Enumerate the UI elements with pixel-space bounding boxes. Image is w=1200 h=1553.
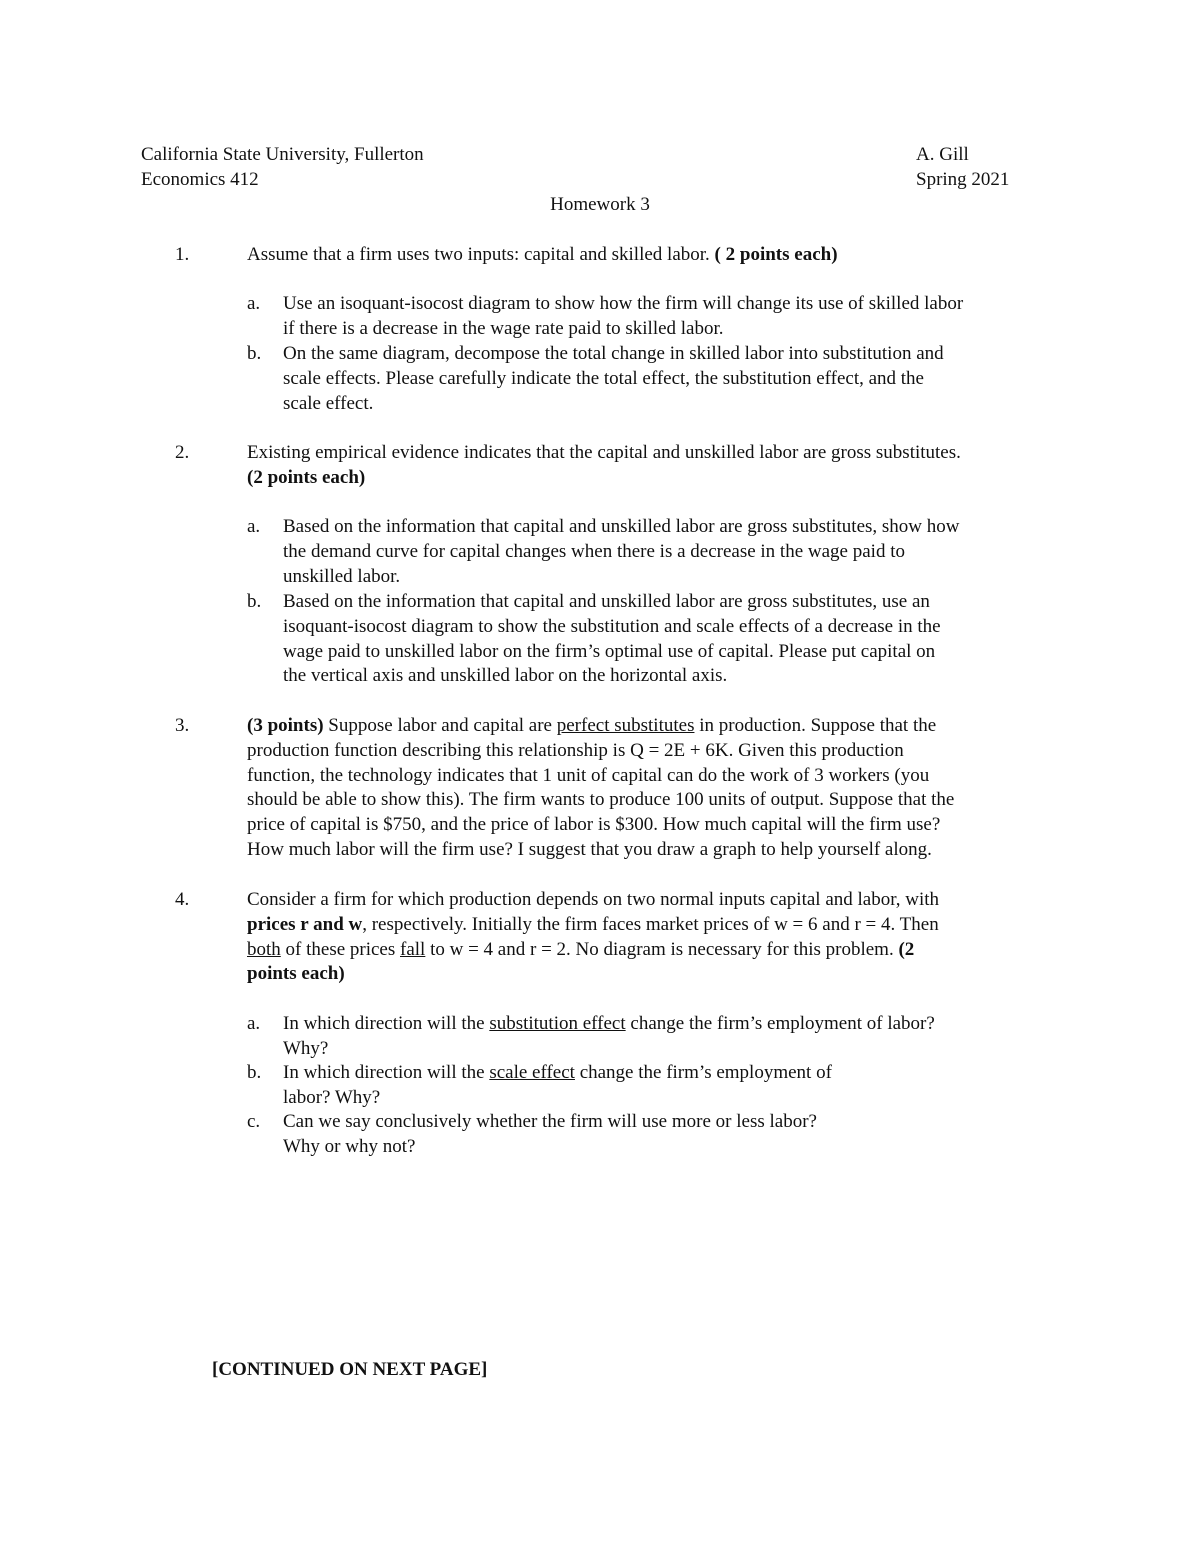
question-1a-line: Use an isoquant-isocost diagram to show how the firm will change its use of skilled labor (283, 293, 964, 314)
question-4a-text-part: change the firm’s employment of labor? (625, 1013, 935, 1034)
question-4b-text-part: In which direction will the (283, 1062, 490, 1083)
question-1b-line: On the same diagram, decompose the total change in skilled labor into substitution and (283, 343, 944, 364)
question-4b-underlined: scale effect (489, 1062, 575, 1083)
question-4c-label: c. (247, 1111, 261, 1132)
question-1-text (247, 243, 838, 268)
question-4-bold: (2 (898, 938, 915, 960)
question-2b-line: isoquant-isocost diagram to show the substitution and scale effects of a decrease in the (283, 615, 941, 637)
question-2b-line: wage paid to unskilled labor on the firm’s optimal use of capital. Please put capital on (283, 640, 936, 662)
question-4-text-part: of these prices (280, 938, 401, 960)
question-4a-underlined: substitution effect (489, 1013, 626, 1034)
question-2-points (247, 466, 365, 491)
question-3-points: (3 points) (247, 715, 324, 736)
question-4-underlined: fall (400, 938, 426, 960)
question-4-text-part: , respectively. Initially the firm faces market prices of w = 6 and r = 4. Then (362, 913, 939, 935)
question-2-number: 2. (175, 442, 190, 463)
question-4-underlined: both (247, 938, 281, 960)
question-3-line: should be able to show this). The firm wants to produce 100 units of output. Suppose that the (247, 789, 955, 811)
question-3-line: How much labor will the firm use? I suggest that you draw a graph to help yourself along. (247, 838, 932, 860)
question-4a-label: a. (247, 1013, 261, 1034)
question-2b-line: Based on the information that capital and unskilled labor are gross substitutes, use an (283, 591, 930, 612)
question-4a-line: Why? (283, 1037, 329, 1059)
question-2-text: Existing empirical evidence indicates that the capital and unskilled labor are gross substitutes. (247, 442, 961, 463)
question-4-text (247, 888, 1077, 987)
question-4a-text-part: In which direction will the (283, 1013, 490, 1034)
question-3-line: price of capital is $750, and the price of labor is $300. How much capital will the firm use? (247, 814, 941, 836)
question-2b-line: the vertical axis and unskilled labor on the horizontal axis. (283, 665, 728, 687)
question-1-stem: Assume that a firm uses two inputs: capital and skilled labor. (247, 244, 710, 265)
question-4-bold: prices r and w (247, 913, 363, 935)
question-3-text (247, 714, 1077, 863)
question-4-number: 4. (175, 889, 190, 910)
question-4-points: points each) (247, 963, 345, 985)
question-2-points-bold: (2 points each) (247, 467, 366, 488)
question-2a-label: a. (247, 516, 261, 537)
question-3-text-part: Suppose labor and capital are (323, 715, 557, 736)
question-3-line: function, the technology indicates that 1 unit of capital can do the work of 3 workers (you (247, 764, 930, 786)
homework-title: Homework 3 (550, 194, 650, 215)
question-1a-line: if there is a decrease in the wage rate paid to skilled labor. (283, 317, 724, 339)
question-3-text-part: in production. Suppose that the (694, 715, 937, 736)
question-3-underlined: perfect substitutes (556, 715, 695, 736)
question-2a-line: unskilled labor. (283, 565, 401, 587)
term: Spring 2021 (916, 169, 1010, 190)
university-name: California State University, Fullerton (141, 144, 424, 165)
question-4-text-part: to w = 4 and r = 2. No diagram is necessary for this problem. (425, 938, 899, 960)
question-1a-label: a. (247, 293, 261, 314)
question-1-number: 1. (175, 244, 190, 265)
question-4b-label: b. (247, 1062, 262, 1083)
question-4b-line: labor? Why? (283, 1086, 381, 1108)
question-2a-line: Based on the information that capital and unskilled labor are gross substitutes, show how (283, 516, 960, 537)
instructor-name: A. Gill (916, 144, 969, 165)
question-4c-line: Can we say conclusively whether the firm will use more or less labor? (283, 1111, 817, 1132)
question-1b-label: b. (247, 343, 262, 364)
question-2b-label: b. (247, 591, 262, 612)
question-1b-line: scale effects. Please carefully indicate the total effect, the substitution effect, and the (283, 367, 924, 389)
continued-notice: [CONTINUED ON NEXT PAGE] (212, 1359, 488, 1380)
question-2a-line: the demand curve for capital changes when there is a decrease in the wage paid to (283, 540, 905, 562)
question-1-points: ( 2 points each) (714, 244, 838, 265)
question-4b-text-part: change the firm’s employment of (574, 1062, 832, 1083)
question-4-line: Consider a firm for which production depends on two normal inputs capital and labor, with (247, 889, 940, 910)
question-1b-line: scale effect. (283, 392, 374, 414)
question-4c-line: Why or why not? (283, 1135, 416, 1157)
question-3-line: production function describing this relationship is Q = 2E + 6K. Given this production (247, 739, 904, 761)
course-name: Economics 412 (141, 169, 259, 190)
question-3-number: 3. (175, 715, 190, 736)
